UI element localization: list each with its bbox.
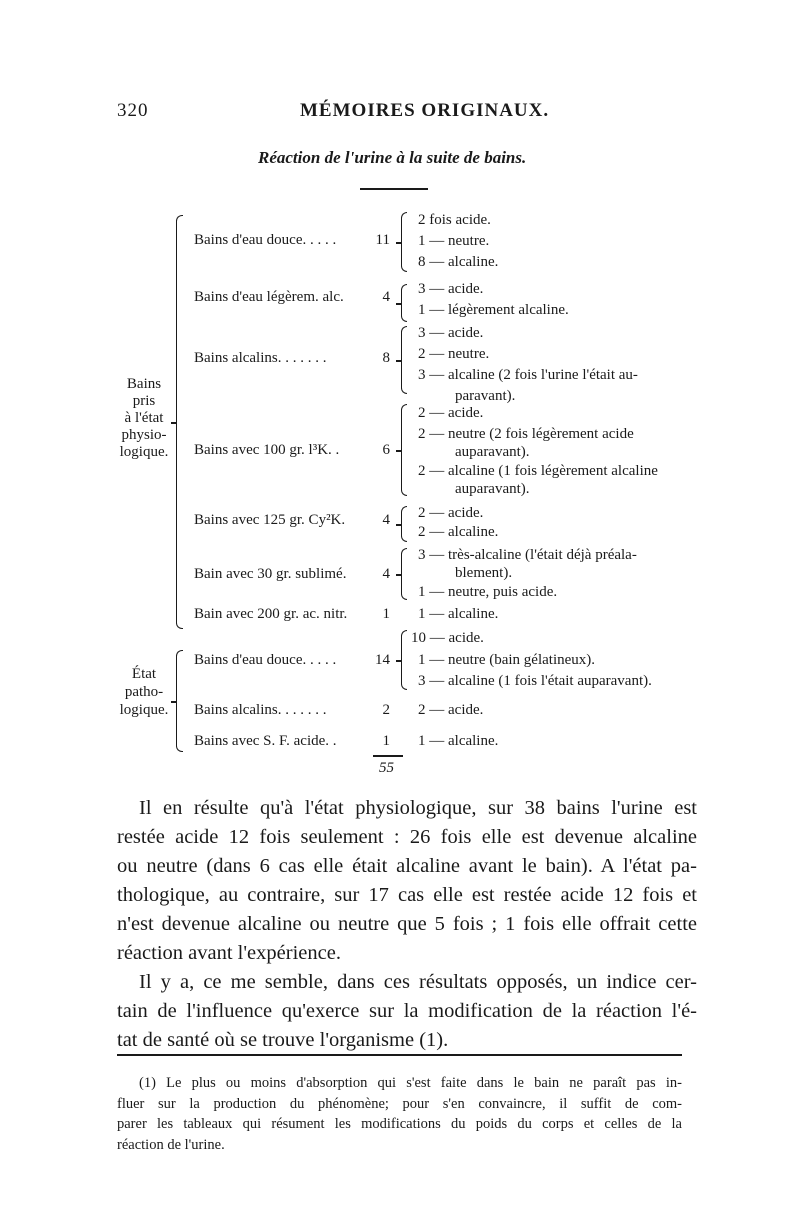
- result-line: 1 — neutre.: [418, 233, 490, 249]
- row-count: 1: [382, 733, 390, 749]
- row-label: Bains d'eau douce. . . . .: [194, 232, 337, 248]
- running-title: MÉMOIRES ORIGINAUX.: [300, 100, 550, 121]
- result-line: 2 — alcaline (1 fois légèrement alcaline: [418, 463, 658, 479]
- result-line: 1 — neutre (bain gélatineux).: [418, 652, 596, 668]
- result-line: 2 — acide.: [418, 405, 484, 421]
- row-label: Bains avec S. F. acide. .: [194, 733, 337, 749]
- result-line: 2 — acide.: [418, 702, 484, 718]
- row-brace: [401, 404, 407, 496]
- result-line: 2 — alcaline.: [418, 524, 499, 540]
- result-line: 2 — acide.: [418, 505, 484, 521]
- result-line: 1 — neutre, puis acide.: [418, 584, 558, 600]
- footnote: (1) Le plus ou moins d'absorption qui s'est faite dans le bain ne paraît pas in- fluer sur la production du phénomène; pour s'en convaincre, il suffit de com- parer les tableaux qui résument les modifications du poids du corps et celles de la réaction de l'urine.: [117, 1075, 682, 1153]
- row-brace: [401, 630, 407, 690]
- row-brace: [401, 212, 407, 272]
- row-label: Bains avec 125 gr. Cy²K.: [194, 512, 346, 528]
- footnote-rule: [117, 1054, 682, 1056]
- result-line: 3 — alcaline (1 fois l'était auparavant).: [418, 673, 652, 689]
- row-label: Bains d'eau légèrem. alc.: [194, 289, 344, 305]
- result-line: auparavant).: [455, 481, 530, 497]
- group-physio-brace: [176, 215, 183, 629]
- row-count: 6: [382, 442, 390, 458]
- paragraph-2: Il y a, ce me semble, dans ces résultats opposés, un indice cer- tain de l'influence qu'exerce sur la modification de la réaction l'é- tat de santé où se trouve l'organisme (1).: [117, 971, 697, 1051]
- result-line: 3 — très-alcaline (l'était déjà préala-: [418, 547, 637, 563]
- group-physio-label: Bains pris à l'état physio- logique.: [119, 376, 169, 460]
- total-count: 55: [379, 760, 394, 776]
- row-brace: [401, 548, 407, 600]
- row-count: 11: [375, 232, 390, 248]
- result-line: 1 — légèrement alcaline.: [418, 302, 569, 318]
- row-count: 4: [382, 512, 390, 528]
- row-count: 4: [382, 289, 390, 305]
- row-count: 8: [382, 350, 390, 366]
- result-line: 2 fois acide.: [418, 212, 491, 228]
- row-label: Bain avec 200 gr. ac. nitr.: [194, 606, 348, 622]
- result-line: 3 — acide.: [418, 325, 484, 341]
- result-line: 1 — alcaline.: [418, 733, 499, 749]
- row-brace: [401, 284, 407, 322]
- group-patho-brace: [176, 650, 183, 752]
- group-patho-label: État patho- logique.: [119, 666, 169, 718]
- row-count: 2: [382, 702, 390, 718]
- page-number: 320: [117, 100, 149, 121]
- row-label: Bains avec 100 gr. l³K. .: [194, 442, 340, 458]
- result-line: 10 — acide.: [411, 630, 484, 646]
- table-title: Réaction de l'urine à la suite de bains.: [258, 148, 527, 167]
- result-line: 2 — neutre (2 fois légèrement acide: [418, 426, 634, 442]
- paragraph-1: Il en résulte qu'à l'état physiologique, sur 38 bains l'urine est restée acide 12 fois seulement : 26 fois elle est devenue alcaline ou neutre (dans 6 cas elle était alcaline avant le bain). A l'état pa- thologique, au contraire, sur 17 cas elle est restée acide 12 fois et n'est devenue alcaline ou neutre que 5 fois ; 1 fois elle offrait cette réaction avant l'expérience.: [117, 797, 697, 964]
- result-line: 1 — alcaline.: [418, 606, 499, 622]
- result-line: 2 — neutre.: [418, 346, 490, 362]
- result-line: 3 — alcaline (2 fois l'urine l'était au-: [418, 367, 638, 383]
- row-brace: [401, 506, 407, 542]
- result-line: paravant).: [455, 388, 516, 404]
- total-rule: [373, 755, 403, 757]
- result-line: 3 — acide.: [418, 281, 484, 297]
- row-brace: [401, 326, 407, 394]
- title-rule: [360, 188, 428, 190]
- row-label: Bains d'eau douce. . . . .: [194, 652, 337, 668]
- row-label: Bains alcalins. . . . . . .: [194, 702, 327, 718]
- row-count: 4: [382, 566, 390, 582]
- result-line: auparavant).: [455, 444, 530, 460]
- row-count: 14: [375, 652, 390, 668]
- result-line: 8 — alcaline.: [418, 254, 499, 270]
- row-label: Bain avec 30 gr. sublimé.: [194, 566, 347, 582]
- result-line: blement).: [455, 565, 513, 581]
- row-label: Bains alcalins. . . . . . .: [194, 350, 327, 366]
- row-count: 1: [382, 606, 390, 622]
